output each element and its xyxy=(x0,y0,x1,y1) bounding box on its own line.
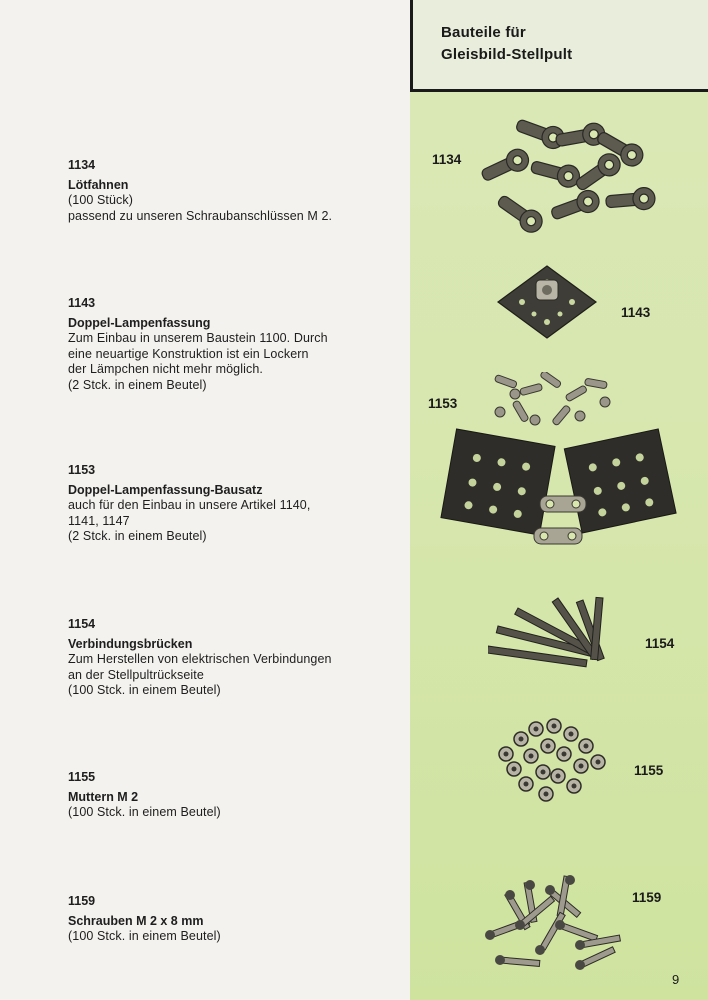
item-code: 1155 xyxy=(68,770,96,784)
item-1159 xyxy=(68,894,388,945)
section-title xyxy=(441,22,572,66)
item-name: Lötfahnen xyxy=(68,177,129,192)
item-code: 1134 xyxy=(68,158,96,172)
item-1153 xyxy=(68,463,388,545)
section-title-line-2: Gleisbild-Stellpult xyxy=(441,46,573,63)
image-label-1134: 1134 xyxy=(432,152,462,167)
item-code: 1153 xyxy=(68,463,96,477)
item-description: (100 Stück) passend zu unseren Schraubanschlüssen M 2. xyxy=(68,193,333,223)
item-name: Verbindungsbrücken xyxy=(68,636,193,651)
screws-image xyxy=(470,862,630,980)
item-1155 xyxy=(68,770,388,821)
item-1134 xyxy=(68,158,388,224)
item-description: (100 Stck. in einem Beutel) xyxy=(68,805,221,819)
lamp-socket-kit-image xyxy=(440,372,680,557)
lamp-socket-image xyxy=(492,262,602,342)
nuts-image xyxy=(486,714,610,804)
section-header xyxy=(410,0,708,92)
item-code: 1154 xyxy=(68,617,96,631)
item-name: Doppel-Lampenfassung-Bausatz xyxy=(68,482,263,497)
item-description: Zum Einbau in unserem Baustein 1100. Durch eine neuartige Konstruktion ist ein Lockern der Lämpchen nicht mehr möglich. (2 Stck. in einem Beutel) xyxy=(68,331,328,392)
page-number: 9 xyxy=(672,972,680,987)
image-label-1143: 1143 xyxy=(621,305,651,320)
image-label-1155: 1155 xyxy=(634,763,664,778)
item-1154 xyxy=(68,617,388,699)
connection-bridges-image xyxy=(488,596,623,668)
item-description: Zum Herstellen von elektrischen Verbindungen an der Stellpultrückseite (100 Stck. in einem Beutel) xyxy=(68,652,332,697)
item-name: Doppel-Lampenfassung xyxy=(68,315,211,330)
item-code: 1159 xyxy=(68,894,96,908)
image-label-1159: 1159 xyxy=(632,890,662,905)
item-description: auch für den Einbau in unsere Artikel 1140, 1141, 1147 (2 Stck. in einem Beutel) xyxy=(68,498,311,543)
item-code: 1143 xyxy=(68,296,96,310)
image-label-1153: 1153 xyxy=(428,396,458,411)
image-label-1154: 1154 xyxy=(645,636,675,651)
item-name: Schrauben M 2 x 8 mm xyxy=(68,913,204,928)
section-title-line-1: Bauteile für xyxy=(441,24,526,41)
item-description: (100 Stck. in einem Beutel) xyxy=(68,929,221,943)
solder-lugs-image xyxy=(478,112,658,242)
item-name: Muttern M 2 xyxy=(68,789,139,804)
item-1143 xyxy=(68,296,388,393)
